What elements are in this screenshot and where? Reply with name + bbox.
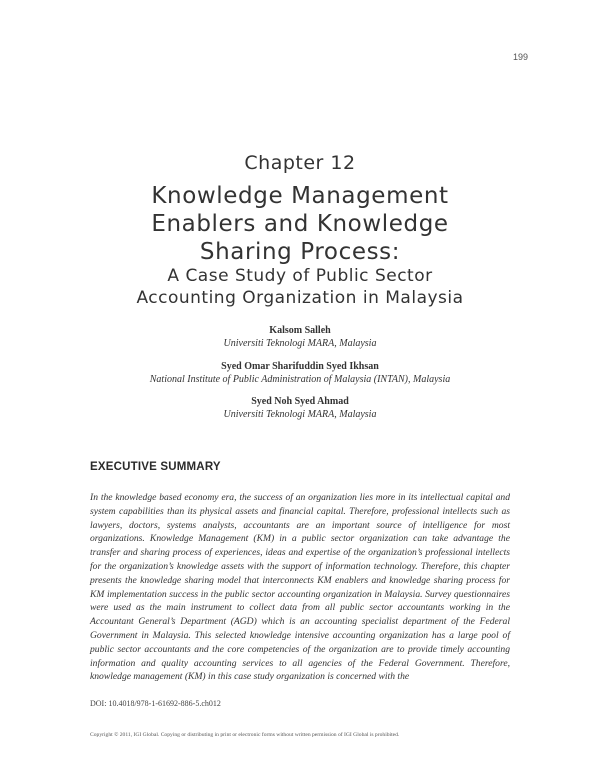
author-name: Syed Omar Sharifuddin Syed Ikhsan [221,361,379,372]
chapter-subtitle-line: A Case Study of Public Sector [167,266,433,286]
author-affiliation: National Institute of Public Administration of Malaysia (INTAN), Malaysia [149,374,451,385]
chapter-subtitle-line: Accounting Organization in Malaysia [136,288,464,308]
chapter-label: Chapter 12 [244,152,356,174]
chapter-title-line: Sharing Process: [199,239,401,265]
author-name: Kalsom Salleh [269,325,331,336]
author-name: Syed Noh Syed Ahmad [251,396,349,407]
executive-summary-text: In the knowledge based economy era, the success of an organization lies more in its intellectual capital and system capabilities than its physical assets and financial capital. Therefore, professional intellects such as lawyers, doctors, systems analysts, accountants are an important source of intelligence for most organizations. Knowledge Management (KM) in a public sector organization can take advantage the transfer and sharing process of experiences, ideas and expertise of the organization’s professional intellects for the organization’s knowledge assets with the support of information technology. Therefore, this chapter presents the knowledge sharing model that interconnects KM enablers and knowledge sharing process for KM implementation success in the public sector accounting organization in Malaysia. Survey questionnaires were used as the main instrument to collect data from all public sector accountants working in the Accountant General’s Department (AGD) which is an accounting specialist department of the Federal Government in Malaysia. This selected knowledge intensive accounting organization has a large pool of public sector accountants and the core competencies of the organization are to provide timely accounting information and quality accounting services to all agencies of the Federal Government. Therefore, knowledge management (KM) in this case study organization is concerned with the [90,492,510,683]
author-affiliation: Universiti Teknologi MARA, Malaysia [223,409,377,420]
page-number: 199 [512,52,528,62]
chapter-title-line: Enablers and Knowledge [151,211,449,237]
copyright-notice: Copyright © 2011, IGI Global. Copying or distributing in print or electronic forms without written permission of IGI Global is prohibited. [90,732,400,738]
chapter-title-line: Knowledge Management [151,183,449,209]
executive-summary-heading: EXECUTIVE SUMMARY [90,461,221,473]
author-affiliation: Universiti Teknologi MARA, Malaysia [223,338,377,349]
doi-line: DOI: 10.4018/978-1-61692-886-5.ch012 [90,699,221,708]
